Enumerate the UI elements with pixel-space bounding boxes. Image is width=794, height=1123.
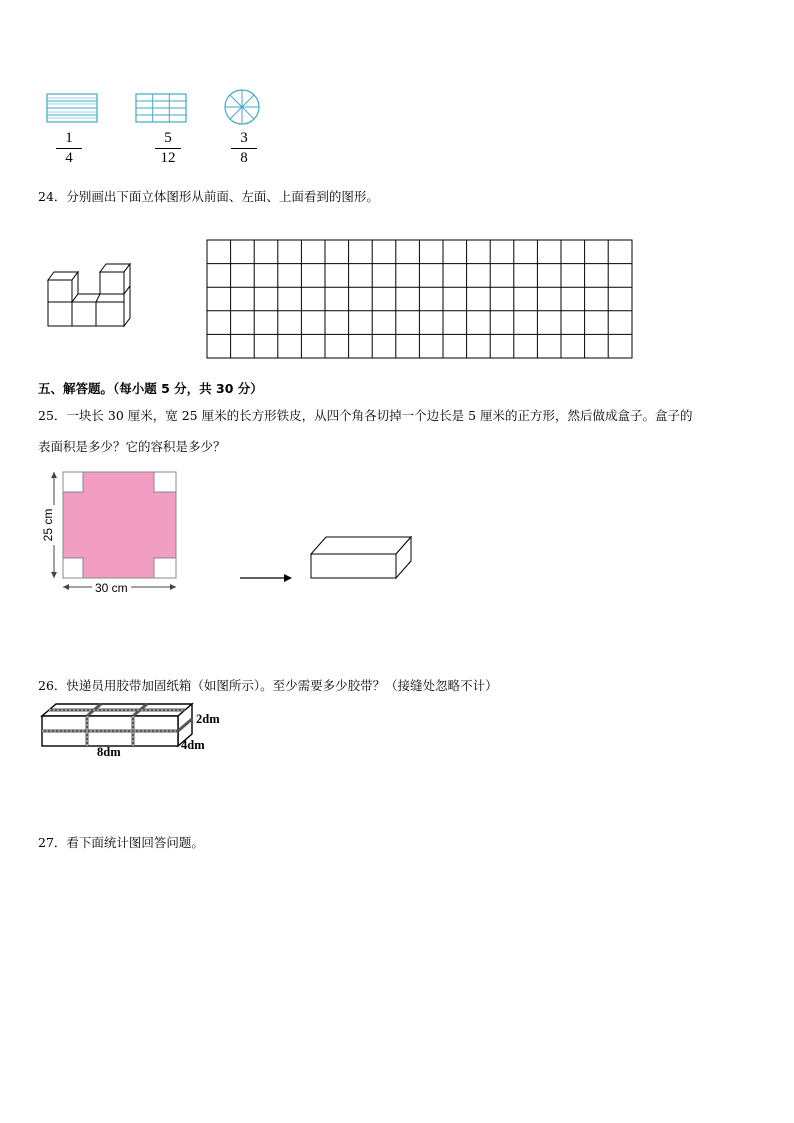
box-height-label: 2dm <box>196 712 220 726</box>
drawing-grid <box>206 239 634 361</box>
fraction-circle-eighths <box>223 88 261 126</box>
fraction-one-quarter <box>54 130 84 167</box>
question-24-text: 24．分别画出下面立体图形从前面、左面、上面看到的图形。 <box>38 189 379 204</box>
fraction-three-eighths <box>229 130 259 167</box>
sheet-height-label: 25 cm <box>41 505 55 545</box>
metal-sheet-figure <box>42 468 187 596</box>
fraction-numerator: 1 <box>65 130 73 146</box>
fraction-denominator: 4 <box>65 150 73 166</box>
fraction-numerator: 5 <box>164 130 172 146</box>
fraction-five-twelfths <box>153 130 183 167</box>
box-width-label: 4dm <box>181 738 205 752</box>
sheet-width-label: 30 cm <box>92 581 131 595</box>
fraction-denominator: 12 <box>160 150 176 166</box>
box-length-label: 8dm <box>97 745 121 759</box>
fraction-grid-twelfths <box>135 93 189 125</box>
cube-stack-figure <box>44 260 136 330</box>
fraction-bar <box>155 148 181 149</box>
fraction-bar <box>56 148 82 149</box>
question-26-text: 26．快递员用胶带加固纸箱（如图所示）。至少需要多少胶带？（接缝处忽略不计） <box>38 678 498 693</box>
fraction-rect-quarters <box>46 93 100 125</box>
arrow-icon <box>238 572 294 584</box>
question-25-line1: 25．一块长 30 厘米，宽 25 厘米的长方形铁皮，从四个角各切掉一个边长是 5 厘米的正方形，然后做成盒子。盒子的 <box>38 408 693 423</box>
question-25-line2: 表面积是多少？它的容积是多少？ <box>38 439 226 454</box>
question-27-text: 27．看下面统计图回答问题。 <box>38 835 204 850</box>
section-heading: 五、解答题。（每小题 5 分，共 30 分） <box>38 381 263 396</box>
fraction-bar <box>231 148 257 149</box>
fraction-denominator: 8 <box>240 150 248 166</box>
fraction-numerator: 3 <box>240 130 248 146</box>
box-figure <box>308 534 414 580</box>
